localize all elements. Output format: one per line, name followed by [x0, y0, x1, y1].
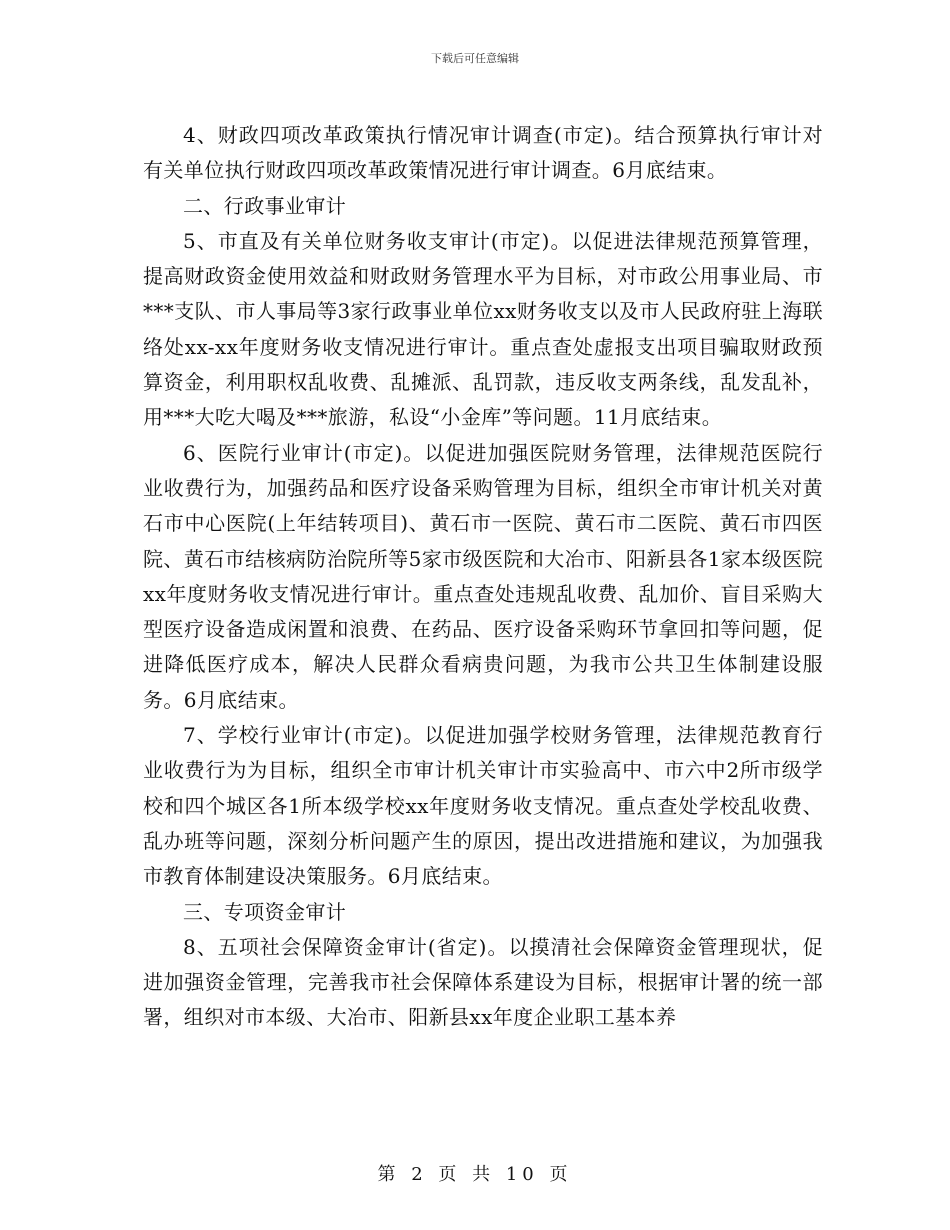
document-body — [143, 118, 823, 1036]
paragraph-item-6: 6、医院行业审计(市定)。以促进加强医院财务管理，法律规范医院行业收费行为，加强药品和医疗设备采购管理为目标，组织全市审计机关对黄石市中心医院(上年结转项目)、黄石市一医院、黄石市二医院、黄石市四医院、黄石市结核病防治院所等5家市级医院和大冶市、阳新县各1家本级医院xx年度财务收支情况进行审计。重点查处违规乱收费、乱加价、盲目采购大型医疗设备造成闲置和浪费、在药品、医疗设备采购环节拿回扣等问题，促进降低医疗成本，解决人民群众看病贵问题，为我市公共卫生体制建设服务。6月底结束。 — [143, 440, 823, 712]
page-header: 下载后可任意编辑 — [431, 52, 519, 65]
section-heading-special-funds-audit: 三、专项资金审计 — [183, 899, 347, 924]
paragraph-item-8: 8、五项社会保障资金审计(省定)。以摸清社会保障资金管理现状，促进加强资金管理，完善我市社会保障体系建设为目标，根据审计署的统一部署，组织对市本级、大冶市、阳新县xx年度企业职工基本养 — [143, 934, 823, 1030]
paragraph-item-4: 4、财政四项改革政策执行情况审计调查(市定)。结合预算执行审计对有关单位执行财政四项改革政策情况进行审计调查。6月底结束。 — [143, 123, 823, 183]
section-heading-administrative-audit: 二、行政事业审计 — [183, 193, 347, 218]
paragraph-item-7: 7、学校行业审计(市定)。以促进加强学校财务管理，法律规范教育行业收费行为为目标，组织全市审计机关审计市实验高中、市六中2所市级学校和四个城区各1所本级学校xx年度财务收支情况。重点查处学校乱收费、乱办班等问题，深刻分析问题产生的原因，提出改进措施和建议，为加强我市教育体制建设决策服务。6月底结束。 — [143, 723, 823, 889]
paragraph-item-5: 5、市直及有关单位财务收支审计(市定)。以促进法律规范预算管理，提高财政资金使用效益和财政财务管理水平为目标，对市政公用事业局、市***支队、市人事局等3家行政事业单位xx财务收支以及市人民政府驻上海联络处xx-xx年度财务收支情况进行审计。重点查处虚报支出项目骗取财政预算资金，利用职权乱收费、乱摊派、乱罚款，违反收支两条线，乱发乱补，用***大吃大喝及***旅游，私设“小金库”等问题。11月底结束。 — [143, 228, 823, 430]
page-number: 第 2 页 共 10 页 — [377, 1164, 573, 1185]
